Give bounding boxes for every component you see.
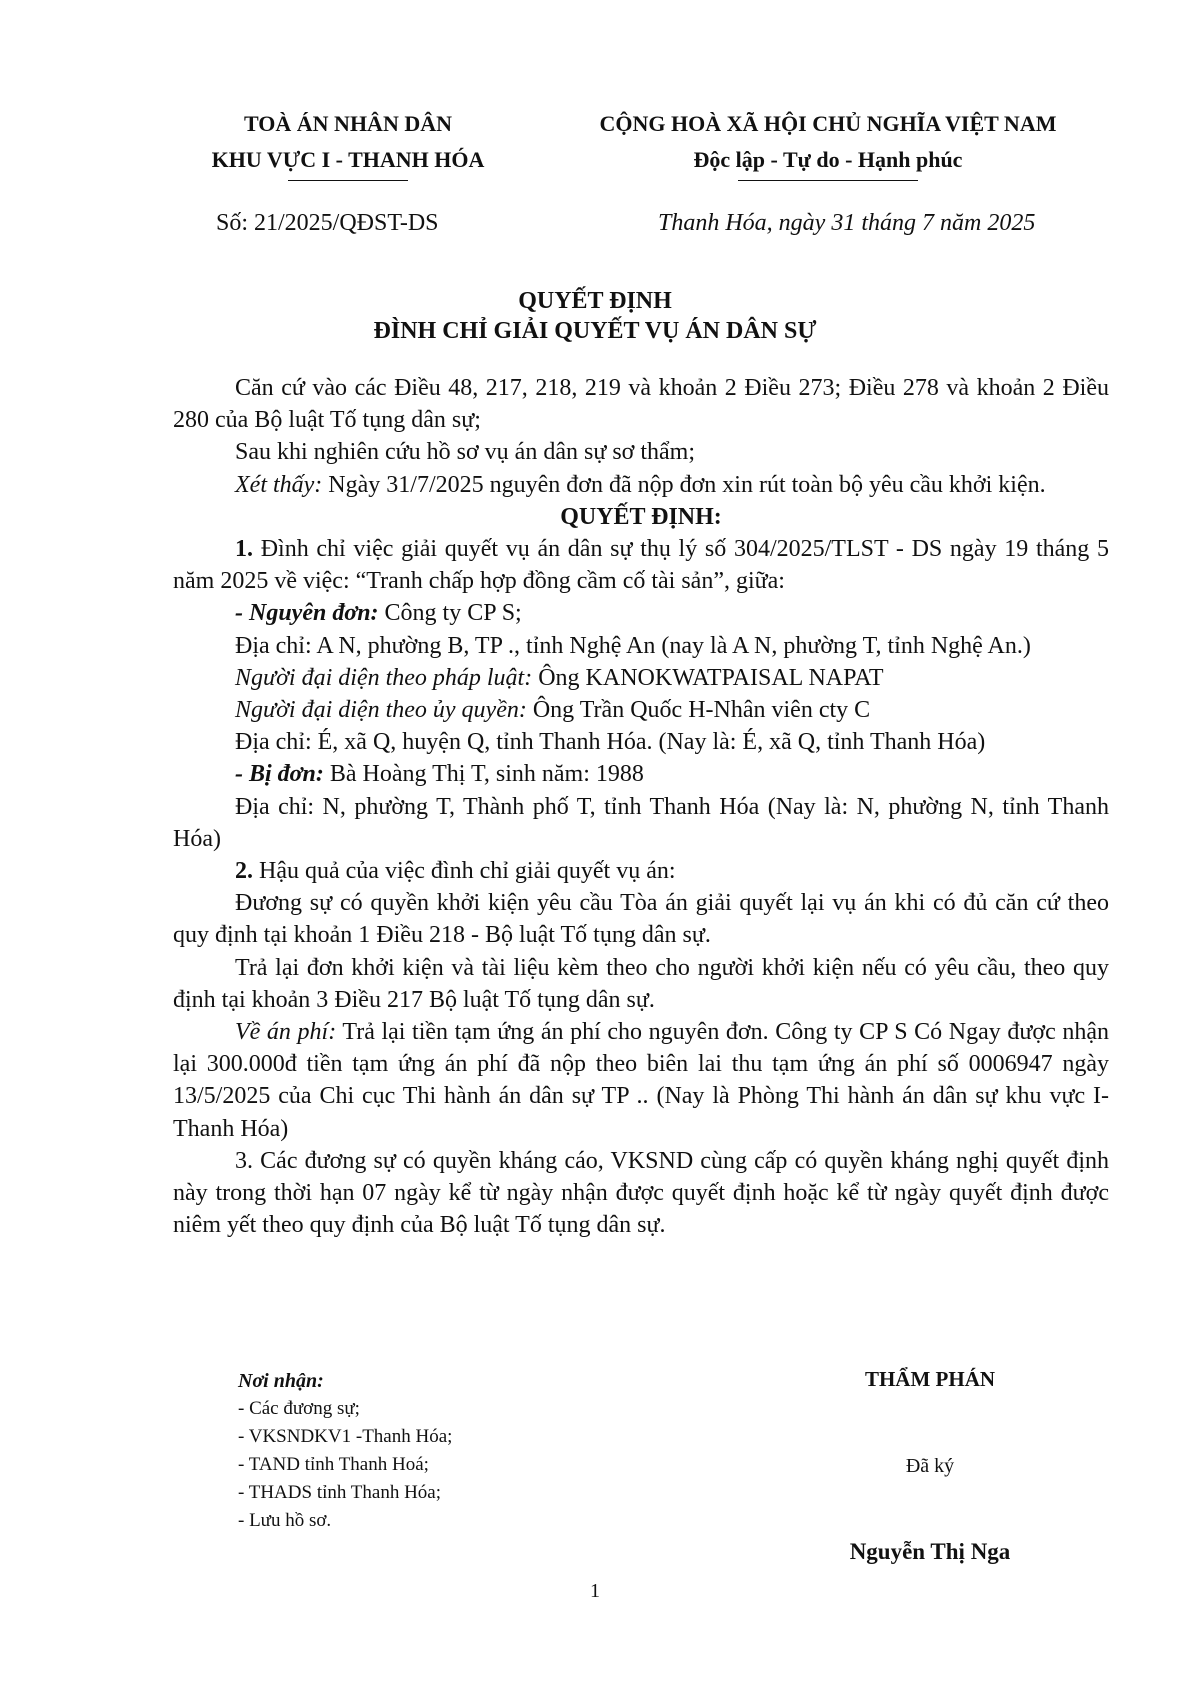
- document-header: [0, 106, 1190, 276]
- judge-title: THẨM PHÁN: [864, 1367, 996, 1391]
- fee-label: Về án phí:: [235, 1019, 337, 1046]
- considering-label: Xét thấy:: [235, 471, 323, 498]
- recipient-item: - Lưu hồ sơ.: [238, 1510, 332, 1531]
- title-line-2: ĐÌNH CHỈ GIẢI QUYẾT VỤ ÁN DÂN SỰ: [373, 318, 817, 344]
- item-1-text: Đình chỉ việc giải quyết vụ án dân sự thụ lý số 304/2025/TLST - DS ngày 19 tháng 5 năm 2025 về việc: “Tranh chấp hợp đồng cầm cố tài sản”, giữa:: [173, 536, 1109, 595]
- auth-rep-name: Ông Trần Quốc H-Nhân viên cty C: [526, 697, 871, 724]
- return-of-documents: Trả lại đơn khởi kiện và tài liệu kèm theo cho người khởi kiện nếu có yêu cầu, theo quy định tại khoản 3 Điều 217 Bộ luật Tố tụng dân sự.: [173, 954, 1109, 1013]
- page-number: 1: [590, 1580, 600, 1602]
- national-motto-block: [558, 106, 1098, 181]
- motto-underline: [738, 180, 918, 181]
- decision-item-2: [173, 855, 1109, 887]
- decision-item-1: [173, 533, 1109, 597]
- legal-rep-name: Ông KANOKWATPAISAL NAPAT: [532, 664, 884, 691]
- legal-representative: [173, 662, 1109, 694]
- plaintiff-name: Công ty CP S;: [378, 600, 522, 627]
- fee-text: Trả lại tiền tạm ứng án phí cho nguyên đơn. Công ty CP S Có Ngay được nhận lại 300.000đ tiền tạm ứng án phí đã nộp theo biên lai thu tạm ứng án phí số 0006947 ngày 13/5/2025 của Chi cục Thi hành án dân sự TP .. (Nay là Phòng Thi hành án dân sự khu vực I- Thanh Hóa): [173, 1019, 1109, 1142]
- recipient-item: - TAND tỉnh Thanh Hoá;: [238, 1454, 429, 1475]
- document-number: Số: 21/2025/QĐST-DS: [216, 210, 439, 236]
- document-title: [0, 286, 1190, 346]
- document-footer: [0, 1367, 1190, 1567]
- state-name: CỘNG HOÀ XÃ HỘI CHỦ NGHĨA VIỆT NAM: [599, 111, 1057, 136]
- place-and-date: Thanh Hóa, ngày 31 tháng 7 năm 2025: [658, 210, 1036, 236]
- motto: Độc lập - Tự do - Hạnh phúc: [693, 147, 963, 172]
- recipients-title: Nơi nhận:: [238, 1370, 324, 1392]
- court-name: TOÀ ÁN NHÂN DÂN: [244, 111, 452, 136]
- court-region: KHU VỰC I - THANH HÓA: [211, 147, 485, 172]
- item-1-number: 1.: [235, 536, 253, 563]
- authorized-representative: [173, 694, 1109, 726]
- item-2-text: Hậu quả của việc đình chỉ giải quyết vụ án:: [253, 858, 676, 885]
- plaintiff-label: - Nguyên đơn:: [235, 600, 379, 627]
- defendant-label: - Bị đơn:: [235, 761, 324, 788]
- defendant-name: Bà Hoàng Thị T, sinh năm: 1988: [323, 761, 644, 788]
- auth-rep-label: Người đại diện theo ủy quyền:: [235, 697, 527, 724]
- plaintiff: [173, 597, 1109, 629]
- right-to-resue: Đương sự có quyền khởi kiện yêu cầu Tòa án giải quyết lại vụ án khi có đủ căn cứ theo quy định tại khoản 1 Điều 218 - Bộ luật Tố tụng dân sự.: [173, 890, 1109, 949]
- considering-text: Ngày 31/7/2025 nguyên đơn đã nộp đơn xin rút toàn bộ yêu cầu khởi kiện.: [322, 471, 1046, 498]
- considering-paragraph: [173, 469, 1109, 501]
- item-2-number: 2.: [235, 858, 253, 885]
- decision-heading: QUYẾT ĐỊNH:: [560, 503, 722, 530]
- plaintiff-address: Địa chỉ: A N, phường B, TP ., tỉnh Nghệ An (nay là A N, phường T, tỉnh Nghệ An.): [235, 632, 1031, 659]
- court-fee: [173, 1016, 1109, 1145]
- legal-rep-label: Người đại diện theo pháp luật:: [235, 664, 533, 691]
- legal-basis: Căn cứ vào các Điều 48, 217, 218, 219 và khoản 2 Điều 273; Điều 278 và khoản 2 Điều 280 của Bộ luật Tố tụng dân sự;: [173, 375, 1109, 434]
- recipient-item: - VKSNDKV1 -Thanh Hóa;: [238, 1426, 453, 1447]
- auth-rep-address: Địa chỉ: É, xã Q, huyện Q, tỉnh Thanh Hóa. (Nay là: É, xã Q, tỉnh Thanh Hóa): [235, 729, 986, 756]
- document-body: [173, 372, 1109, 1241]
- decision-item-3: 3. Các đương sự có quyền kháng cáo, VKSND cùng cấp có quyền kháng nghị quyết định này trong thời hạn 07 ngày kể từ ngày nhận được quyết định hoặc kể từ ngày quyết định được niêm yết theo quy định của Bộ luật Tố tụng dân sự.: [173, 1147, 1109, 1239]
- defendant-address: Địa chỉ: N, phường T, Thành phố T, tỉnh Thanh Hóa (Nay là: N, phường N, tỉnh Thanh Hóa): [173, 793, 1109, 852]
- signed-mark: Đã ký: [905, 1455, 955, 1477]
- recipient-item: - THADS tỉnh Thanh Hóa;: [238, 1482, 442, 1503]
- recipients-block: [238, 1367, 452, 1535]
- case-review: Sau khi nghiên cứu hồ sơ vụ án dân sự sơ thẩm;: [235, 439, 696, 466]
- court-name-block: [178, 106, 518, 181]
- recipient-item: - Các đương sự;: [238, 1398, 360, 1419]
- court-underline: [288, 180, 408, 181]
- defendant: [173, 758, 1109, 790]
- title-line-1: QUYẾT ĐỊNH: [518, 288, 672, 314]
- judge-name: Nguyễn Thị Nga: [849, 1539, 1011, 1564]
